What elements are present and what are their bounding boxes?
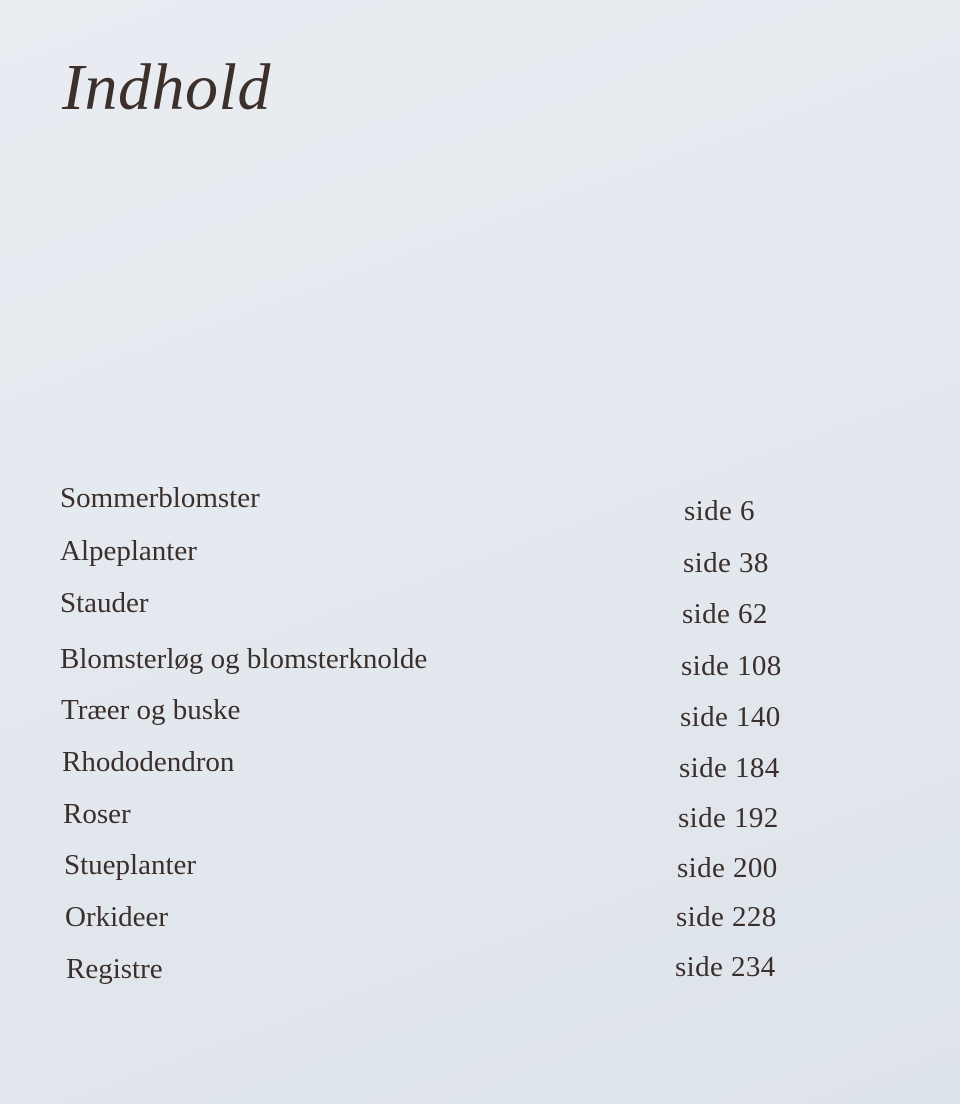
toc-entry-title: Blomsterløg og blomsterknolde: [60, 643, 428, 675]
toc-entry-title: Alpeplanter: [60, 535, 197, 567]
toc-entry-title: Rhododendron: [62, 746, 235, 778]
toc-entry-page: side 184: [679, 752, 780, 784]
toc-entry-page: side 192: [678, 802, 779, 834]
toc-entry-title: Træer og buske: [61, 694, 241, 726]
toc-entry-title: Sommerblomster: [60, 482, 260, 514]
toc-entry-title: Registre: [66, 953, 163, 985]
toc-entry-title: Roser: [63, 798, 131, 830]
toc-entry-page: side 200: [677, 852, 778, 884]
toc-entry-page: side 234: [675, 951, 776, 983]
toc-entry-title: Orkideer: [65, 901, 169, 933]
page-title: Indhold: [62, 51, 271, 124]
toc-entry-page: side 108: [681, 650, 782, 682]
toc-entry-page: side 62: [682, 598, 768, 630]
toc-entry-page: side 38: [683, 547, 769, 579]
toc-entry-page: side 228: [676, 901, 777, 933]
toc-entry-title: Stauder: [60, 587, 149, 619]
toc-entry-page: side 6: [684, 495, 755, 527]
toc-entry-title: Stueplanter: [64, 849, 197, 881]
toc-entry-page: side 140: [680, 701, 781, 733]
